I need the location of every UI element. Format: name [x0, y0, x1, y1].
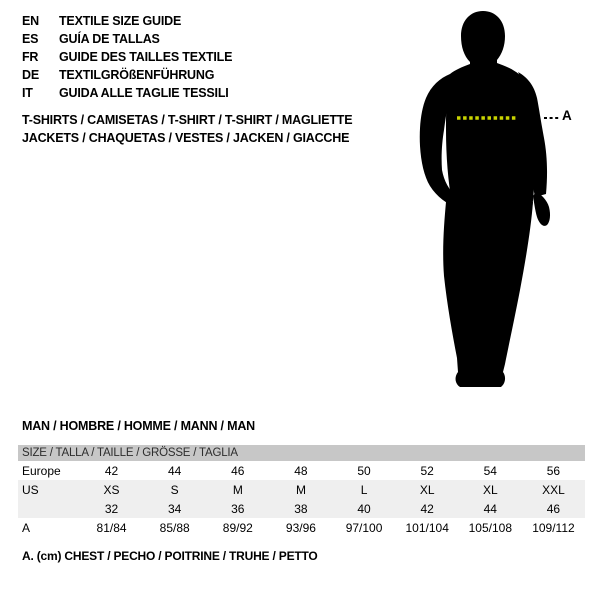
language-row	[22, 30, 232, 48]
language-row	[22, 84, 232, 102]
row-label: US	[22, 482, 39, 497]
cell: 38	[294, 501, 308, 516]
row-label	[18, 499, 80, 518]
table-row-us-letters	[18, 480, 585, 499]
cell: 105/108	[468, 520, 512, 535]
size-table-header: SIZE / TALLA / TAILLE / GRÖSSE / TAGLIA	[18, 445, 585, 461]
cell: XL	[419, 482, 435, 497]
man-silhouette-figure	[400, 6, 580, 396]
cell: 56	[546, 463, 561, 478]
cell: 101/104	[405, 520, 449, 535]
language-code: FR	[22, 50, 39, 64]
language-label: GUIDA ALLE TAGLIE TESSILI	[59, 86, 229, 100]
cell: M	[295, 482, 306, 497]
cell: 44	[168, 463, 182, 478]
row-label: A	[22, 520, 31, 535]
category-jackets: JACKETS / CHAQUETAS / VESTES / JACKEN / GIACCHE	[22, 131, 350, 145]
category-tshirts: T-SHIRTS / CAMISETAS / T-SHIRT / T-SHIRT / MAGLIETTE	[22, 113, 353, 127]
language-row	[22, 12, 232, 30]
cell: 42	[420, 501, 434, 516]
measurement-footnote: A. (cm) CHEST / PECHO / POITRINE / TRUHE / PETTO	[22, 549, 318, 563]
measurement-label-a: A	[562, 108, 572, 123]
cell: 40	[357, 501, 371, 516]
table-row-europe	[18, 461, 585, 480]
cell: 52	[420, 463, 434, 478]
language-label: TEXTILE SIZE GUIDE	[59, 14, 182, 28]
cell: XXL	[542, 482, 565, 497]
size-table-header-row	[18, 445, 585, 461]
language-label: TEXTILGRÖßENFÜHRUNG	[59, 68, 215, 82]
size-table	[18, 445, 585, 537]
cell: 54	[483, 463, 497, 478]
cell: 34	[168, 501, 182, 516]
language-label: GUIDE DES TAILLES TEXTILE	[59, 50, 233, 64]
cell: L	[360, 482, 368, 497]
cell: XL	[482, 482, 498, 497]
cell: 44	[483, 501, 497, 516]
cell: 93/96	[285, 520, 316, 535]
row-label: Europe	[22, 463, 61, 478]
table-row-chest-cm	[18, 518, 585, 537]
cell: 48	[294, 463, 308, 478]
cell: 50	[357, 463, 371, 478]
cell: M	[232, 482, 243, 497]
cell: 46	[231, 463, 245, 478]
language-code: DE	[22, 68, 39, 82]
language-code: ES	[22, 32, 39, 46]
cell: 36	[231, 501, 245, 516]
cell: 85/88	[159, 520, 190, 535]
category-list	[22, 111, 352, 147]
section-title-man: MAN / HOMBRE / HOMME / MANN / MAN	[22, 419, 255, 433]
cell: 81/84	[96, 520, 127, 535]
cell: 32	[104, 501, 119, 516]
table-row-us-numbers	[18, 499, 585, 518]
cell: 97/100	[345, 520, 383, 535]
cell: S	[170, 482, 179, 497]
language-code: IT	[22, 86, 33, 100]
cell: XS	[103, 482, 120, 497]
cell: 42	[104, 463, 119, 478]
cell: 46	[546, 501, 561, 516]
man-silhouette-shape	[420, 11, 550, 387]
language-list	[22, 12, 232, 102]
language-row	[22, 48, 232, 66]
man-silhouette-graphic	[400, 6, 580, 396]
language-row	[22, 66, 232, 84]
language-label: GUÍA DE TALLAS	[59, 32, 160, 46]
language-code: EN	[22, 14, 39, 28]
cell: 109/112	[532, 520, 575, 535]
cell: 89/92	[222, 520, 253, 535]
